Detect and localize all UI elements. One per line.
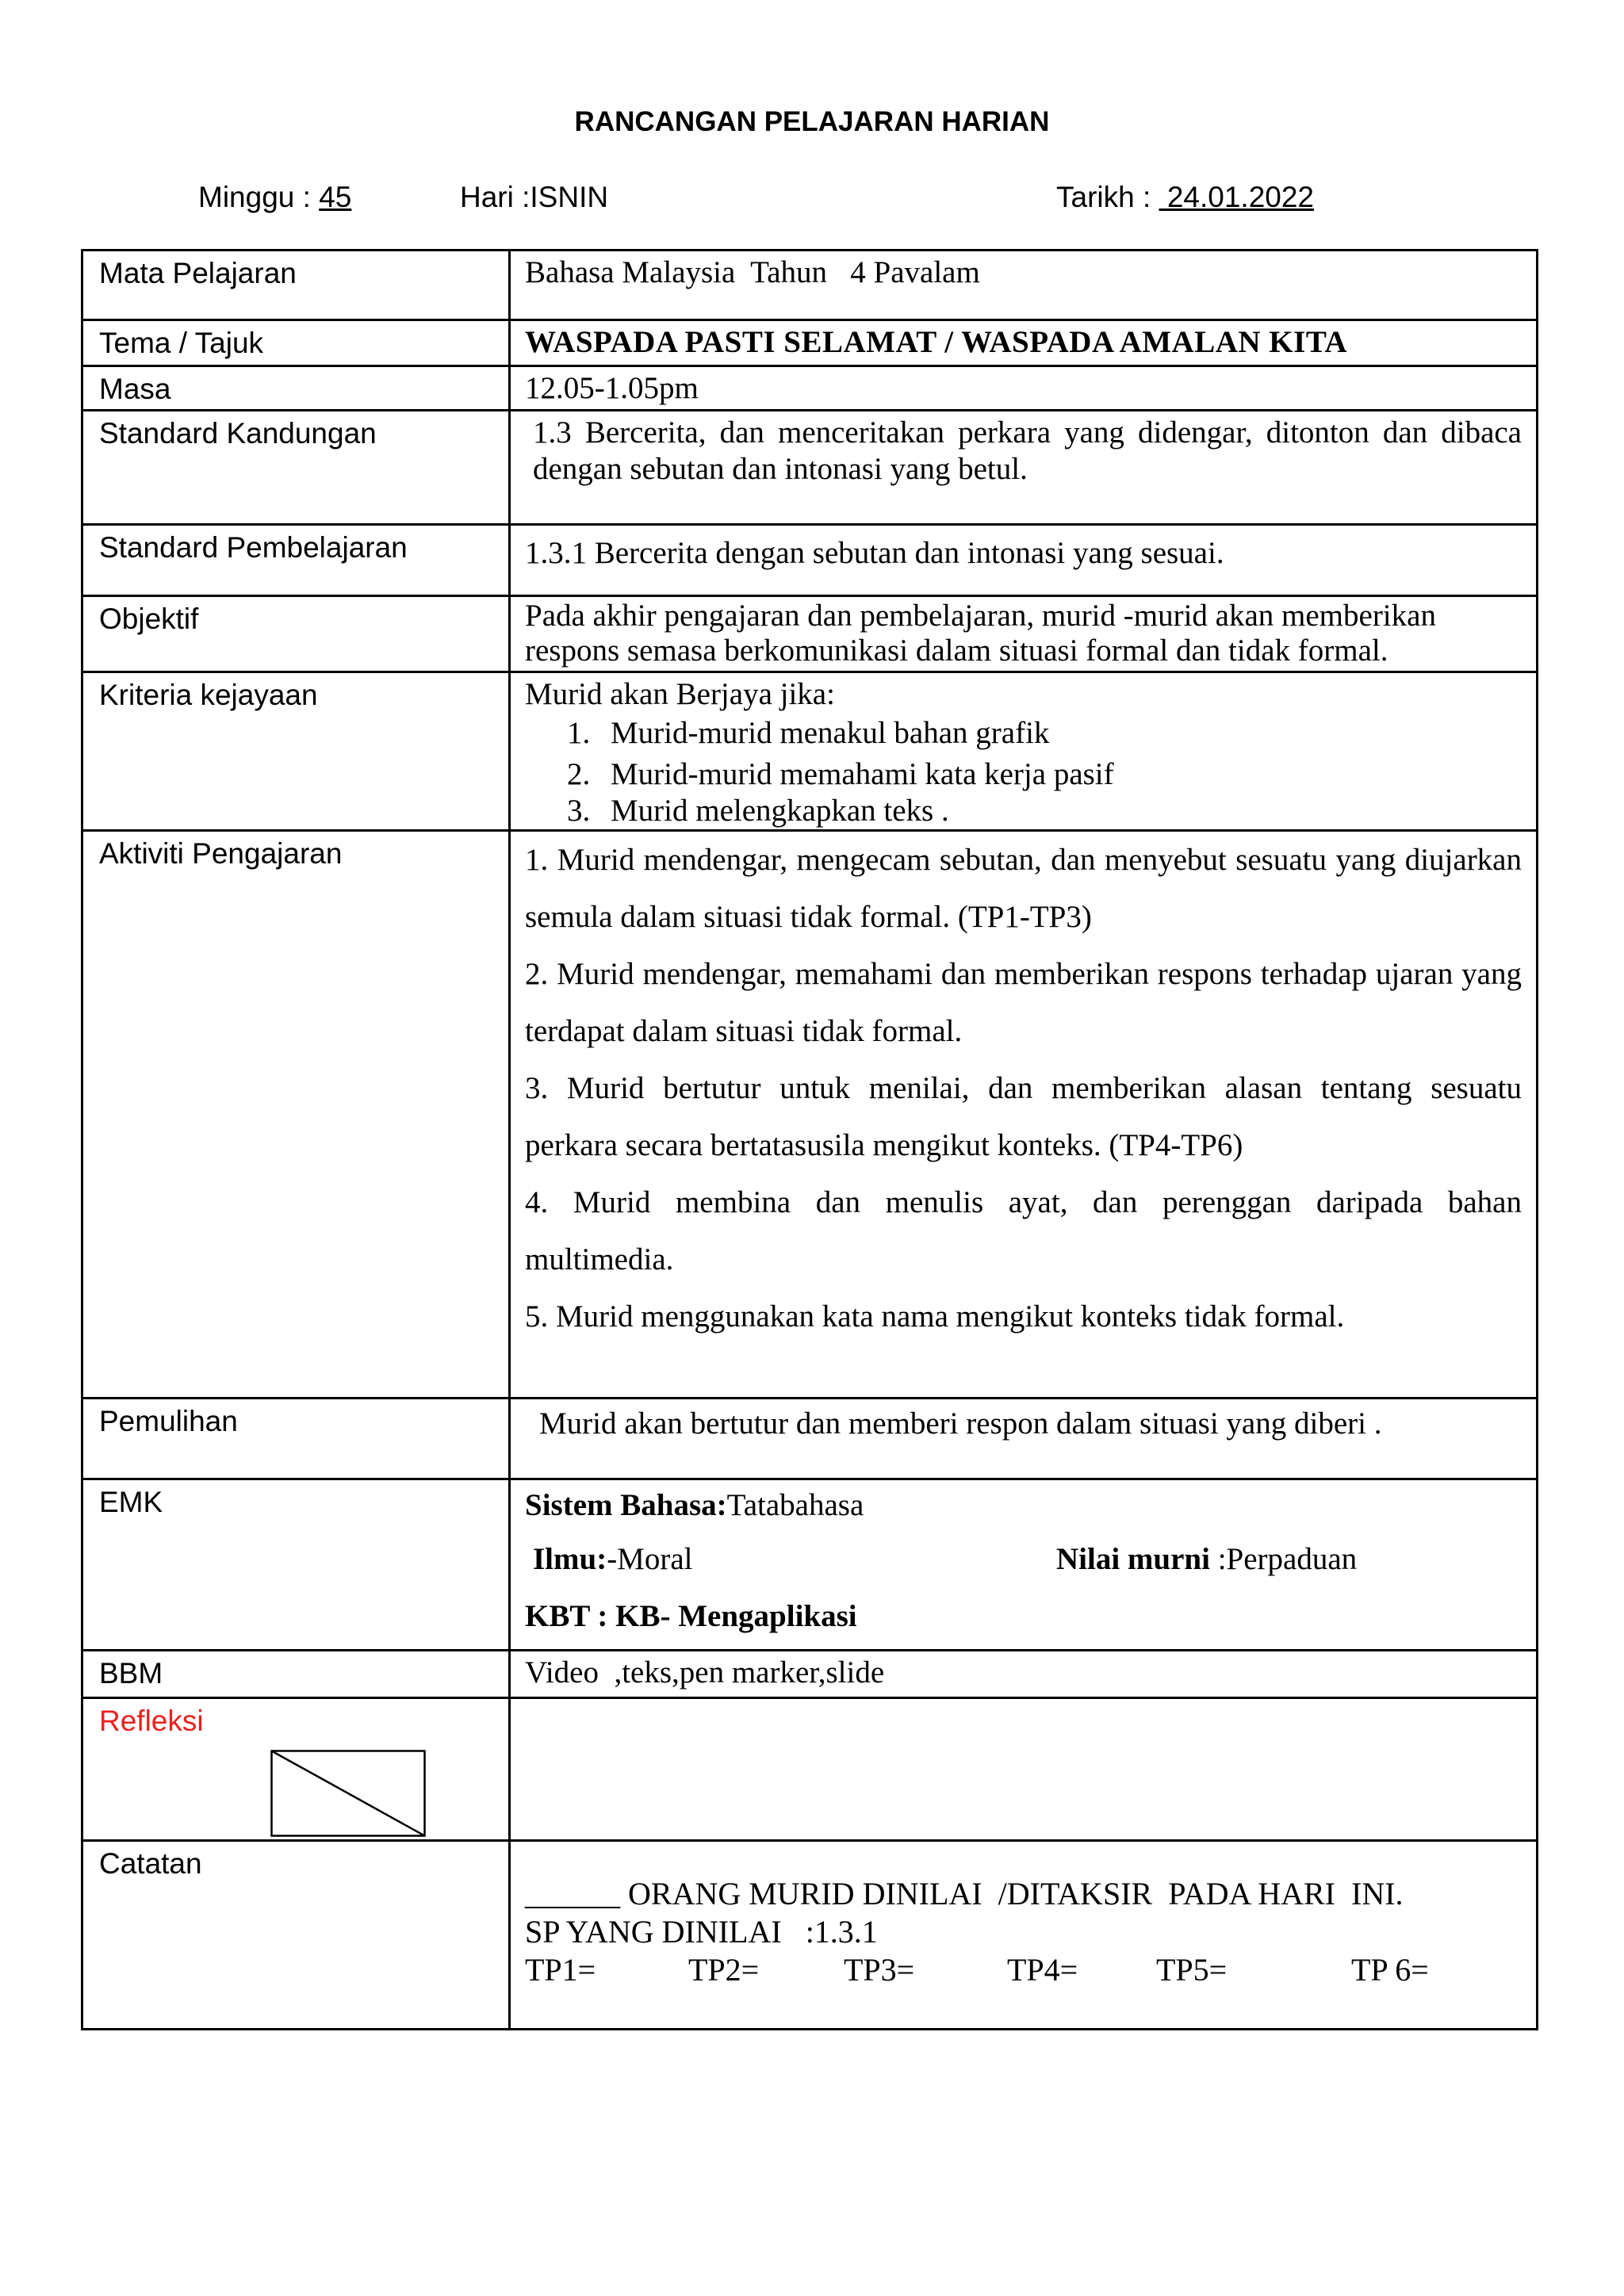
row-mata-pelajaran: [82, 251, 1538, 320]
aktiviti-item: 3. Murid bertutur untuk menilai, dan memberikan alasan tentang sesuatu perkara secara bertatasusila mengikut konteks. (TP4-TP6): [525, 1071, 1522, 1162]
kriteria-item: 1. Murid-murid menakul bahan grafik: [598, 713, 1522, 754]
value-standard-pembelajaran: 1.3.1 Bercerita dengan sebutan dan intonasi yang sesuai.: [510, 525, 1538, 596]
kriteria-item: 2. Murid-murid memahami kata kerja pasif: [598, 754, 1522, 795]
value-pemulihan: Murid akan bertutur dan memberi respon dalam situasi yang diberi .: [510, 1399, 1538, 1479]
tarikh-value: 24.01.2022: [1159, 181, 1315, 213]
tp-item: TP 6=: [1351, 1952, 1429, 1988]
value-refleksi: [510, 1698, 1538, 1841]
hari-field: [460, 181, 608, 214]
emk-ilmu: [525, 1531, 1056, 1588]
row-objektif: [82, 596, 1538, 672]
value-bbm: Video ,teks,pen marker,slide: [510, 1651, 1538, 1698]
value-kriteria: [510, 672, 1538, 831]
label-refleksi: Refleksi: [99, 1705, 204, 1737]
aktiviti-item: 2. Murid mendengar, memahami dan memberikan respons terhadap ujaran yang terdapat dalam situasi tidak formal.: [525, 957, 1522, 1048]
label-objektif: Objektif: [82, 596, 510, 672]
page-title: RANCANGAN PELAJARAN HARIAN: [574, 106, 1050, 137]
label-kriteria: Kriteria kejayaan: [82, 672, 510, 831]
tp-item: TP1=: [525, 1952, 596, 1988]
row-standard-kandungan: [82, 411, 1538, 525]
row-kriteria: [82, 672, 1538, 831]
value-masa: 12.05-1.05pm: [510, 366, 1538, 411]
value-emk: [510, 1479, 1538, 1651]
label-bbm: BBM: [82, 1651, 510, 1698]
tp-list: [525, 1951, 1522, 1989]
emk-ilmu-value: -Moral: [607, 1542, 693, 1576]
emk-sistem-line: [525, 1480, 1522, 1531]
minggu-value: 45: [319, 181, 352, 213]
label-aktiviti: Aktiviti Pengajaran: [82, 831, 510, 1399]
row-refleksi: [82, 1698, 1538, 1841]
label-tema: Tema / Tajuk: [82, 320, 510, 366]
aktiviti-item: 5. Murid menggunakan kata nama mengikut konteks tidak formal.: [525, 1299, 1345, 1334]
kriteria-intro: Murid akan Berjaya jika:: [525, 677, 835, 711]
minggu-field: [198, 181, 351, 214]
row-catatan: [82, 1841, 1538, 2030]
value-aktiviti: [510, 831, 1538, 1399]
emk-nilai-label: Nilai murni: [1056, 1542, 1210, 1576]
aktiviti-item: 4. Murid membina dan menulis ayat, dan perenggan daripada bahan multimedia.: [525, 1185, 1522, 1276]
emk-kbt: KBT : KB- Mengaplikasi: [525, 1599, 857, 1633]
label-emk: EMK: [82, 1479, 510, 1651]
hari-value: ISNIN: [530, 181, 609, 213]
value-standard-kandungan: 1.3 Bercerita, dan menceritakan perkara yang didengar, ditonton dan dibaca dengan sebutan dan intonasi yang betul.: [510, 411, 1538, 525]
tp-item: TP2=: [688, 1952, 760, 1988]
emk-ilmu-label: Ilmu:: [533, 1542, 607, 1576]
tp-item: TP3=: [844, 1952, 915, 1988]
emk-sistem-label: Sistem Bahasa:: [525, 1488, 727, 1522]
row-aktiviti: [82, 831, 1538, 1399]
label-masa: Masa: [82, 366, 510, 411]
row-pemulihan: [82, 1399, 1538, 1479]
value-mata-pelajaran: Bahasa Malaysia Tahun 4 Pavalam: [510, 251, 1538, 320]
kriteria-list: [525, 713, 1522, 827]
tp-item: TP4=: [1007, 1952, 1078, 1988]
refleksi-crossed-box-icon: [270, 1750, 426, 1837]
hari-label: Hari :: [460, 181, 530, 213]
value-objektif: Pada akhir pengajaran dan pembelajaran, murid -murid akan memberikan respons semasa berkomunikasi dalam situasi formal dan tidak formal.: [510, 596, 1538, 672]
emk-nilai: [1056, 1531, 1357, 1588]
label-mata-pelajaran: Mata Pelajaran: [82, 251, 510, 320]
emk-nilai-value: :Perpaduan: [1209, 1542, 1358, 1576]
row-emk: [82, 1479, 1538, 1651]
tp-item: TP5=: [1156, 1952, 1228, 1988]
row-standard-pembelajaran: [82, 525, 1538, 596]
tarikh-field: [1056, 181, 1314, 214]
row-bbm: [82, 1651, 1538, 1698]
tarikh-label: Tarikh :: [1056, 181, 1151, 213]
row-masa: [82, 366, 1538, 411]
row-tema: [82, 320, 1538, 366]
label-pemulihan: Pemulihan: [82, 1399, 510, 1479]
lesson-plan-table: [81, 249, 1538, 2030]
catatan-line1: ______ ORANG MURID DINILAI /DITAKSIR PADA HARI INI.: [525, 1876, 1404, 1911]
label-standard-kandungan: Standard Kandungan: [82, 411, 510, 525]
kriteria-item: 3. Murid melengkapkan teks .: [598, 795, 1522, 827]
label-catatan: Catatan: [82, 1841, 510, 2030]
value-tema: WASPADA PASTI SELAMAT / WASPADA AMALAN KITA: [510, 320, 1538, 366]
label-refleksi-cell: [82, 1698, 510, 1841]
label-standard-pembelajaran: Standard Pembelajaran: [82, 525, 510, 596]
emk-ilmu-line: [525, 1531, 1522, 1588]
minggu-label: Minggu :: [198, 181, 311, 213]
value-catatan: [510, 1841, 1538, 2030]
aktiviti-item: 1. Murid mendengar, mengecam sebutan, dan menyebut sesuatu yang diujarkan semula dalam situasi tidak formal. (TP1-TP3): [525, 843, 1522, 934]
emk-sistem-value: Tatabahasa: [726, 1488, 864, 1522]
catatan-line2: SP YANG DINILAI :1.3.1: [525, 1914, 878, 1950]
